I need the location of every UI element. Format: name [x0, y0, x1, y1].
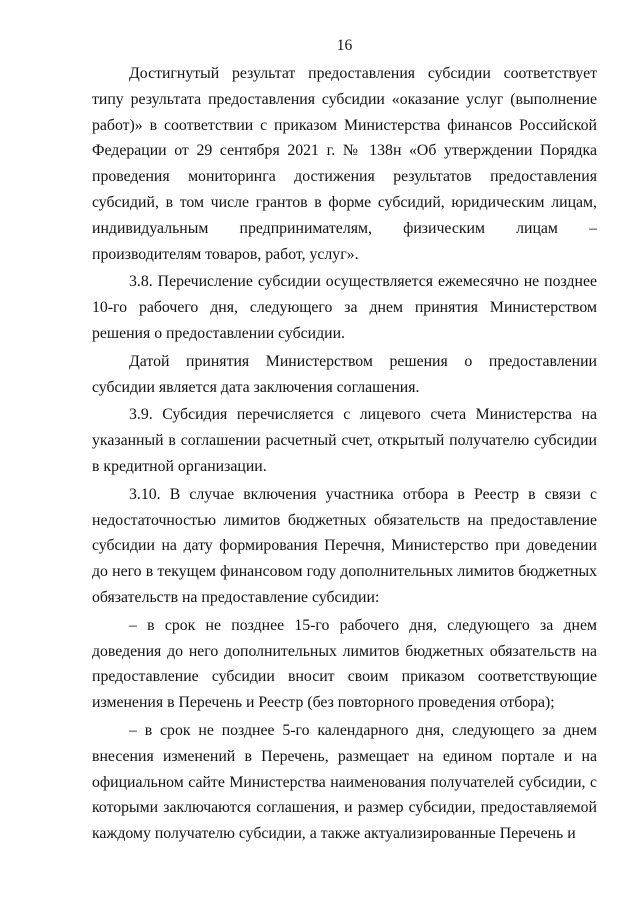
list-item-5-day: – в срок не позднее 5-го календарного дня, следующего за днем внесения изменений в Перечень, размещает на едином портале и на официальном сайте Министерства наименования получателей субсидии, с которыми заключаются соглашения, и размер субсидии, предоставляемой каждому получателю субсидии, а также актуализированные Перечень и [92, 721, 597, 843]
page-number: 16 [336, 37, 353, 54]
paragraph-decision-date: Датой принятия Министерством решения о предоставлении субсидии является дата заключения соглашения. [92, 352, 597, 396]
paragraph-3-8: 3.8. Перечисление субсидии осуществляется ежемесячно не позднее 10-го рабочего дня, следующего за днем принятия Министерством решения о предоставлении субсидии. [92, 273, 597, 342]
list-item-15-day: – в срок не позднее 15-го рабочего дня, следующего за днем доведения до него дополнительных лимитов бюджетных обязательств на предоставление субсидии вносит своим приказом соответствующие изменения в Перечень и Реестр (без повторного проведения отбора); [92, 616, 597, 712]
paragraph-3-9: 3.9. Субсидия перечисляется с лицевого счета Министерства на указанный в соглашении расчетный счет, открытый получателю субсидии в кредитной организации. [92, 406, 597, 475]
paragraph-result-type: Достигнутый результат предоставления субсидии соответствует типу результата предоставления субсидии «оказание услуг (выполнение работ)» в соответствии с приказом Министерства финансов Российской Федерации от 29 сентября 2021 г. № 138н «Об утверждении Порядка проведения мониторинга достижения результатов предоставления субсидий, в том числе грантов в форме субсидий, юридическим лицам, индивидуальным предпринимателям, физическим лицам – производителям товаров, работ, услуг». [92, 65, 597, 263]
paragraph-3-10: 3.10. В случае включения участника отбора в Реестр в связи с недостаточностью лимитов бюджетных обязательств на предоставление субсидии на дату формирования Перечня, Министерство при доведении до него в текущем финансовом году дополнительных лимитов бюджетных обязательств на предоставление субсидии: [92, 485, 597, 606]
document-page [92, 36, 597, 847]
